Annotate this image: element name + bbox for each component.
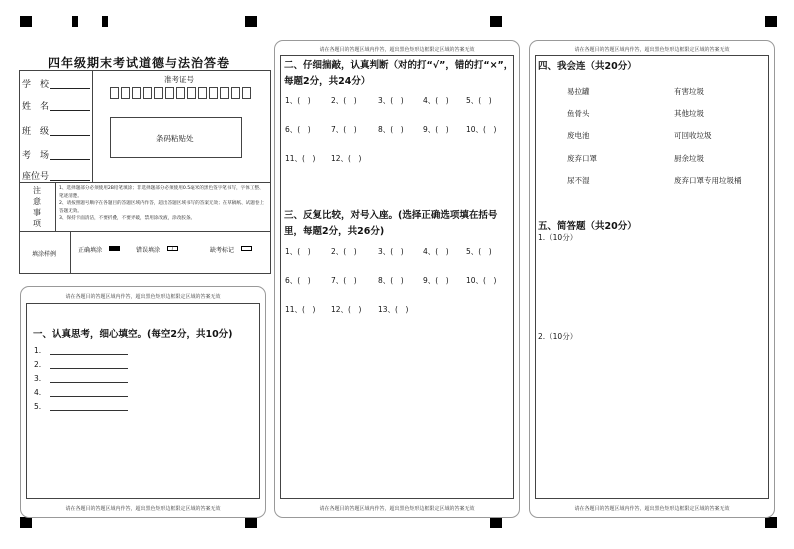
exam-no-cell[interactable]: [132, 87, 141, 99]
section1-item-number: 1.: [34, 346, 42, 355]
boundary-notice: 请在各题目的答题区域内作答，超出黑色矩形边框限定区域的答案无效: [574, 506, 730, 512]
fill-wrong-label: 错误填涂: [136, 247, 161, 254]
match-right-item[interactable]: 废弃口罩专用垃圾桶: [674, 176, 742, 185]
registration-mark: [245, 16, 257, 27]
field-label-seat: 座位号: [22, 172, 50, 182]
header-divider: [19, 231, 271, 232]
section5-item[interactable]: 1.（10分）: [538, 233, 578, 242]
exam-no-cell[interactable]: [187, 87, 196, 99]
registration-mark: [490, 16, 502, 27]
match-left-item[interactable]: 废弃口罩: [567, 154, 597, 163]
section3-answer-slot[interactable]: 11、( ): [285, 305, 316, 314]
section3-answer-slot[interactable]: 9、( ): [423, 276, 449, 285]
notice-line: 2、请按照题号顺序在各题目的答题区域内作答，超出答题区域书写的答案无效；在草稿纸、试题卷上答题无效。: [59, 201, 265, 214]
match-right-item[interactable]: 有害垃圾: [674, 87, 704, 96]
exam-no-cell[interactable]: [198, 87, 207, 99]
exam-no-cell[interactable]: [143, 87, 152, 99]
section5-title: 五、简答题（共20分）: [538, 221, 637, 232]
barcode-label: 条码粘贴处: [156, 134, 194, 143]
field-label-room: 考 场: [22, 151, 50, 161]
section2-answer-slot[interactable]: 10、( ): [466, 125, 497, 134]
header-divider: [19, 182, 271, 183]
fill-example-divider: [70, 231, 71, 274]
answer-panel-sections4-5: [529, 40, 775, 518]
fill-correct-label: 正确填涂: [78, 247, 103, 254]
boundary-notice: 请在各题目的答题区域内作答，超出黑色矩形边框限定区域的答案无效: [65, 294, 221, 300]
seat-field[interactable]: [50, 180, 90, 181]
fill-wrong-mark: /: [167, 246, 178, 251]
section3-answer-slot[interactable]: 7、( ): [331, 276, 357, 285]
exam-no-label: 准考证号: [164, 75, 194, 84]
section1-answer-line[interactable]: [50, 382, 128, 383]
section3-answer-slot[interactable]: 10、( ): [466, 276, 497, 285]
field-label-class: 班 级: [22, 127, 50, 137]
registration-mark: [20, 517, 32, 528]
section3-answer-slot[interactable]: 2、( ): [331, 247, 357, 256]
section1-item-number: 2.: [34, 360, 42, 369]
match-left-item[interactable]: 尿不湿: [567, 176, 590, 185]
exam-no-cell[interactable]: [209, 87, 218, 99]
section2-answer-slot[interactable]: 7、( ): [331, 125, 357, 134]
match-left-item[interactable]: 鱼骨头: [567, 109, 590, 118]
boundary-notice: 请在各题目的答题区域内作答，超出黑色矩形边框限定区域的答案无效: [319, 47, 475, 53]
exam-no-cell[interactable]: [121, 87, 130, 99]
boundary-notice: 请在各题目的答题区域内作答，超出黑色矩形边框限定区域的答案无效: [319, 506, 475, 512]
page-title: 四年级期末考试道德与法治答卷: [48, 56, 231, 70]
section3-title: 三、反复比较，对号入座。(选择正确选项填在括号里，每题2分，共26分): [284, 210, 498, 237]
field-label-school: 学 校: [22, 80, 50, 90]
fill-absent-label: 缺考标记: [210, 247, 235, 254]
section2-answer-slot[interactable]: 6、( ): [285, 125, 311, 134]
class-field[interactable]: [50, 135, 90, 136]
section1-answer-line[interactable]: [50, 396, 128, 397]
exam-no-cell[interactable]: [220, 87, 229, 99]
registration-mark: [245, 517, 257, 528]
section1-answer-line[interactable]: [50, 354, 128, 355]
header-box: [19, 70, 271, 274]
section3-answer-slot[interactable]: 1、( ): [285, 247, 311, 256]
section2-answer-slot[interactable]: 12、( ): [331, 154, 362, 163]
section2-answer-slot[interactable]: 1、( ): [285, 96, 311, 105]
exam-no-cell[interactable]: [242, 87, 251, 99]
exam-no-cell[interactable]: [231, 87, 240, 99]
fill-correct-mark: [109, 246, 120, 251]
boundary-notice: 请在各题目的答题区域内作答，超出黑色矩形边框限定区域的答案无效: [65, 506, 221, 512]
registration-mark: [20, 16, 32, 27]
section1-item-number: 5.: [34, 402, 42, 411]
match-right-item[interactable]: 厨余垃圾: [674, 154, 704, 163]
registration-mark: [102, 16, 108, 27]
section2-answer-slot[interactable]: 3、( ): [378, 96, 404, 105]
answer-frame: [535, 55, 769, 499]
notice-side-label: 注 意 事 项: [33, 186, 41, 228]
section1-item-number: 3.: [34, 374, 42, 383]
name-field[interactable]: [50, 110, 90, 111]
notice-line: 3、保持卡面清洁，不要折叠，不要弄破，禁用涂改液，涂改胶条。: [59, 216, 196, 222]
school-field[interactable]: [50, 88, 90, 89]
exam-no-cell[interactable]: [176, 87, 185, 99]
section3-answer-slot[interactable]: 3、( ): [378, 247, 404, 256]
registration-mark: [765, 517, 777, 528]
section3-answer-slot[interactable]: 12、( ): [331, 305, 362, 314]
section3-answer-slot[interactable]: 6、( ): [285, 276, 311, 285]
registration-mark: [765, 16, 777, 27]
section2-answer-slot[interactable]: 4、( ): [423, 96, 449, 105]
room-field[interactable]: [50, 159, 90, 160]
boundary-notice: 请在各题目的答题区域内作答，超出黑色矩形边框限定区域的答案无效: [574, 47, 730, 53]
section3-answer-slot[interactable]: 5、( ): [466, 247, 492, 256]
section2-title: 二、仔细揣敲，认真判断（对的打“√”，错的打“×”，每题2分，共24分）: [284, 60, 514, 87]
section5-item[interactable]: 2.（10分）: [538, 332, 578, 341]
section1-answer-line[interactable]: [50, 368, 128, 369]
match-right-item[interactable]: 其他垃圾: [674, 109, 704, 118]
exam-no-cell[interactable]: [154, 87, 163, 99]
match-left-item[interactable]: 易拉罐: [567, 87, 590, 96]
section1-answer-line[interactable]: [50, 410, 128, 411]
header-divider: [92, 70, 93, 182]
fill-absent-mark[interactable]: [241, 246, 252, 251]
section2-answer-slot[interactable]: 8、( ): [378, 125, 404, 134]
header-divider: [55, 182, 56, 231]
section3-answer-slot[interactable]: 13、( ): [378, 305, 409, 314]
field-label-name: 姓 名: [22, 102, 50, 112]
section4-title: 四、我会连（共20分）: [538, 61, 637, 72]
exam-no-cell[interactable]: [165, 87, 174, 99]
section2-answer-slot[interactable]: 11、( ): [285, 154, 316, 163]
section2-answer-slot[interactable]: 5、( ): [466, 96, 492, 105]
section1-item-number: 4.: [34, 388, 42, 397]
section2-answer-slot[interactable]: 9、( ): [423, 125, 449, 134]
fill-example-label: 填涂样例: [32, 251, 57, 258]
section2-answer-slot[interactable]: 2、( ): [331, 96, 357, 105]
registration-mark: [490, 517, 502, 528]
registration-mark: [72, 16, 78, 27]
match-left-item[interactable]: 废电池: [567, 131, 590, 140]
match-right-item[interactable]: 可回收垃圾: [674, 131, 712, 140]
section3-answer-slot[interactable]: 4、( ): [423, 247, 449, 256]
notice-line: 1、选择题部分必须使用2B铅笔填涂；非选择题部分必须使用0.5毫米的黑色签字笔书写，字体工整、笔迹清楚。: [59, 186, 264, 199]
section3-answer-slot[interactable]: 8、( ): [378, 276, 404, 285]
notice-text: [59, 185, 267, 223]
exam-no-cell[interactable]: [110, 87, 119, 99]
section1-title: 一、认真思考，细心填空。(每空2分，共10分): [33, 329, 233, 340]
answer-panel-section1: [20, 286, 266, 518]
